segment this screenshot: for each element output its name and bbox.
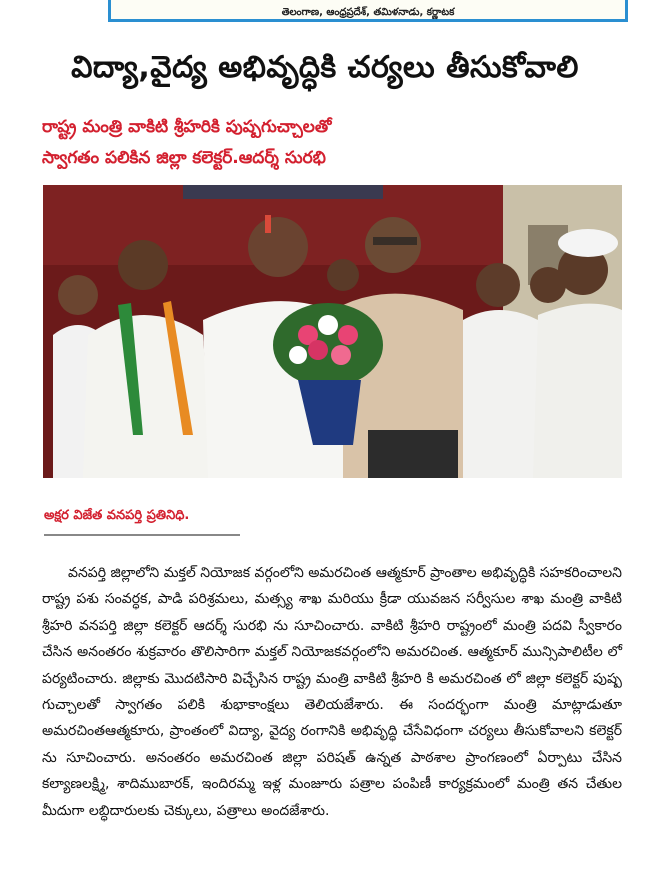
headline: విద్యా,వైద్య అభివృద్ధికి చర్యలు తీసుకోవాలి	[71, 50, 579, 85]
subheadline	[42, 112, 622, 174]
masthead-banner	[108, 0, 628, 22]
subheadline-line-1: రాష్ట్ర మంత్రి వాకిటి శ్రీహరికి పుష్పగుచ్చాలతో	[42, 117, 332, 137]
subheadline-line-2: స్వాగతం పలికిన జిల్లా కలెక్టర్.ఆదర్శ్ సురభి	[42, 148, 326, 168]
news-photo	[43, 185, 622, 478]
article-body: వనపర్తి జిల్లాలోని మక్తల్ నియోజక వర్గంలోని అమరచింత ఆత్మకూర్ ప్రాంతాల అభివృద్ధికి సహకరించాలని రాష్ట్ర పశు సంవర్ధక, పాడి పరిశ్రమలు, మత్స్య శాఖ మరియు క్రీడా యువజన సర్వీసుల శాఖ మంత్రి వాకిటి శ్రీహరి వనపర్తి జిల్లా కలెక్టర్ ఆదర్శ్ సురభి ను సూచించారు. వాకిటి శ్రీహరి రాష్ట్రంలో మంత్రి పదవి స్వీకారం చేసిన అనంతరం శుక్రవారం తొలిసారిగా మక్తల్ నియోజకవర్గంలోని అమరచింత. ఆత్మకూర్ మున్సిపాలిటీల లో పర్యటించారు. జిల్లాకు మొదటిసారి విచ్చేసిన రాష్ట్ర మంత్రి వాకిటి శ్రీహరి కి అమరచింత లో జిల్లా కలెక్టర్ పుష్ప గుచ్చాలతో స్వాగతం పలికి శుభాకాంక్షలు తెలియజేశారు. ఈ సందర్భంగా మంత్రి మాట్లాడుతూ అమరచింతఆత్మకూరు, ప్రాంతంలో విద్యా, వైద్య రంగానికి అభివృద్ధి చేసేవిధంగా చర్యలు తీసుకోవాలని కలెక్టర్ ను సూచించారు. అనంతరం అమరచింత జిల్లా పరిషత్ ఉన్నత పాఠశాల ప్రాంగణంలో ఏర్పాటు చేసిన కల్యాణలక్ష్మి, శాదిముబారక్, ఇందిరమ్మ ఇళ్ల మంజూరు పత్రాల పంపిణీ కార్యక్రమంలో మంత్రి తన చేతుల మీదుగా లబ్ధిదారులకు చెక్కులు, పత్రాలు అందజేశారు.	[42, 565, 623, 819]
byline: అక్షర విజేత వనపర్తి ప్రతినిధి.	[44, 508, 240, 536]
banner-text: తెలంగాణ, ఆంధ్రప్రదేశ్, తమిళనాడు, కర్ణాటక	[281, 7, 455, 18]
